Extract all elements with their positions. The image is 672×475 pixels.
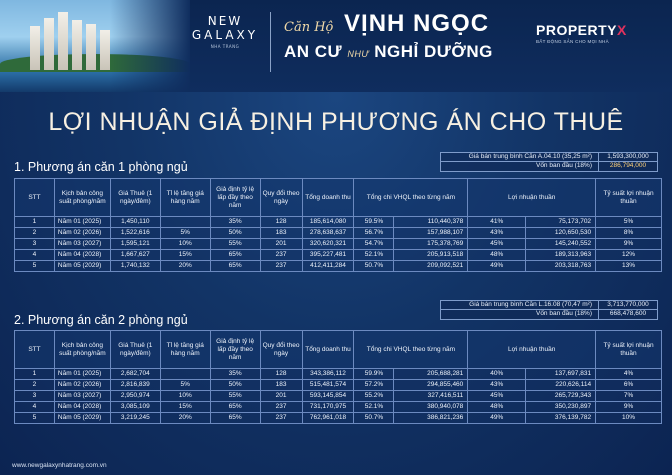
cell-opex: 205,913,518 bbox=[394, 250, 468, 261]
cell-revenue: 395,227,481 bbox=[302, 250, 354, 261]
col-header-scenario: Kịch bản công suất phòng/năm bbox=[54, 179, 110, 217]
cell-rent: 1,740,132 bbox=[110, 261, 160, 272]
table-row bbox=[15, 402, 662, 413]
cell-opex-pct: 57.2% bbox=[354, 380, 394, 391]
cell-stt: 2 bbox=[15, 228, 55, 239]
cell-year: Năm 04 (2028) bbox=[54, 250, 110, 261]
cell-growth: 15% bbox=[160, 250, 210, 261]
cell-opex: 380,940,078 bbox=[394, 402, 468, 413]
propertyx-logo bbox=[536, 22, 627, 44]
cell-growth: 20% bbox=[160, 261, 210, 272]
table-row bbox=[15, 228, 662, 239]
cell-yield: 12% bbox=[596, 250, 662, 261]
website-link[interactable]: www.newgalaxynhatrang.com.vn bbox=[12, 462, 107, 469]
cell-year: Năm 03 (2027) bbox=[54, 239, 110, 250]
col-header-occupancy: Giả định tỷ lệ lấp đầy theo năm bbox=[210, 179, 260, 217]
cell-opex-pct: 50.7% bbox=[354, 261, 394, 272]
cell-opex-pct: 59.9% bbox=[354, 369, 394, 380]
info-label: Giá bán trung bình Căn L.16.08 (70,47 m²) bbox=[441, 301, 599, 309]
info-label: Vốn ban đầu (18%) bbox=[441, 162, 599, 171]
cell-yield: 10% bbox=[596, 413, 662, 424]
cell-rent: 1,522,616 bbox=[110, 228, 160, 239]
table-row bbox=[15, 369, 662, 380]
page-title: LỢI NHUẬN GIẢ ĐỊNH PHƯƠNG ÁN CHO THUÊ bbox=[48, 108, 624, 136]
cell-stt: 2 bbox=[15, 380, 55, 391]
cell-profit: 75,173,702 bbox=[526, 217, 596, 228]
col-header-rent: Giá Thuê (1 ngày/đêm) bbox=[110, 331, 160, 369]
table-row bbox=[15, 217, 662, 228]
cell-days: 201 bbox=[260, 239, 302, 250]
cell-rent: 2,682,704 bbox=[110, 369, 160, 380]
cell-profit: 220,626,114 bbox=[526, 380, 596, 391]
cell-profit: 350,230,897 bbox=[526, 402, 596, 413]
cell-revenue: 593,145,854 bbox=[302, 391, 354, 402]
cell-growth: 5% bbox=[160, 380, 210, 391]
cell-growth: 10% bbox=[160, 391, 210, 402]
cell-days: 128 bbox=[260, 369, 302, 380]
cell-stt: 3 bbox=[15, 391, 55, 402]
cell-revenue: 412,411,284 bbox=[302, 261, 354, 272]
table-row bbox=[15, 391, 662, 402]
cell-occupancy: 50% bbox=[210, 228, 260, 239]
cell-yield: 8% bbox=[596, 228, 662, 239]
cell-occupancy: 55% bbox=[210, 239, 260, 250]
cell-opex-pct: 55.2% bbox=[354, 391, 394, 402]
cell-year: Năm 04 (2028) bbox=[54, 402, 110, 413]
info-value: 668,478,600 bbox=[609, 310, 647, 317]
section1-info-box bbox=[440, 152, 658, 172]
cell-occupancy: 65% bbox=[210, 250, 260, 261]
info-label: Giá bán trung bình Căn A.04.10 (35,25 m²) bbox=[441, 153, 599, 161]
cell-occupancy: 35% bbox=[210, 369, 260, 380]
brand-x: X bbox=[617, 22, 627, 38]
cell-opex-pct: 52.1% bbox=[354, 402, 394, 413]
tower-shape bbox=[100, 30, 110, 70]
project-title bbox=[284, 10, 493, 62]
cell-year: Năm 05 (2029) bbox=[54, 261, 110, 272]
cell-yield: 4% bbox=[596, 369, 662, 380]
cell-profit-pct: 43% bbox=[468, 228, 526, 239]
col-header-rent: Giá Thuê (1 ngày/đêm) bbox=[110, 179, 160, 217]
cell-revenue: 320,620,321 bbox=[302, 239, 354, 250]
cell-growth: 20% bbox=[160, 413, 210, 424]
col-header-profit: Lợi nhuận thuần bbox=[468, 331, 596, 369]
logo-line2: GALAXY bbox=[191, 28, 259, 42]
cell-days: 237 bbox=[260, 261, 302, 272]
cell-opex-pct: 59.5% bbox=[354, 217, 394, 228]
col-header-revenue: Tổng doanh thu bbox=[302, 331, 354, 369]
cell-yield: 9% bbox=[596, 402, 662, 413]
col-header-growth: Tỉ lệ tăng giá hàng năm bbox=[160, 331, 210, 369]
col-header-occupancy: Giả định tỷ lệ lấp đầy theo năm bbox=[210, 331, 260, 369]
cell-rent: 1,595,121 bbox=[110, 239, 160, 250]
col-header-scenario: Kịch bản công suất phòng/năm bbox=[54, 331, 110, 369]
info-value: 1,593,300,000 bbox=[607, 153, 649, 160]
cell-stt: 4 bbox=[15, 402, 55, 413]
cell-profit: 137,697,831 bbox=[526, 369, 596, 380]
table-row bbox=[15, 413, 662, 424]
cell-stt: 4 bbox=[15, 250, 55, 261]
table-row bbox=[15, 239, 662, 250]
tower-shape bbox=[86, 24, 96, 70]
col-header-opex: Tổng chi VHQL theo từng năm bbox=[354, 331, 468, 369]
cell-rent: 3,085,109 bbox=[110, 402, 160, 413]
cell-opex: 294,855,460 bbox=[394, 380, 468, 391]
cell-occupancy: 55% bbox=[210, 391, 260, 402]
section1-table bbox=[14, 178, 662, 272]
header-banner bbox=[0, 0, 672, 92]
cell-opex-pct: 54.7% bbox=[354, 239, 394, 250]
subtitle-left: AN CƯ bbox=[284, 42, 343, 61]
cell-opex: 327,416,511 bbox=[394, 391, 468, 402]
cell-days: 237 bbox=[260, 402, 302, 413]
cell-stt: 1 bbox=[15, 217, 55, 228]
info-value: 3,713,770,000 bbox=[607, 301, 649, 308]
col-header-profit: Lợi nhuận thuần bbox=[468, 179, 596, 217]
header-divider bbox=[270, 12, 271, 72]
title-script: Căn Hộ bbox=[284, 20, 334, 35]
cell-growth: 5% bbox=[160, 228, 210, 239]
logo-line1: NEW bbox=[207, 14, 243, 28]
section1-rows bbox=[15, 217, 662, 272]
cell-days: 237 bbox=[260, 413, 302, 424]
cell-profit-pct: 49% bbox=[468, 413, 526, 424]
cell-year: Năm 03 (2027) bbox=[54, 391, 110, 402]
cell-profit-pct: 45% bbox=[468, 391, 526, 402]
col-header-revenue: Tổng doanh thu bbox=[302, 179, 354, 217]
cell-profit: 265,729,343 bbox=[526, 391, 596, 402]
cell-profit: 203,318,763 bbox=[526, 261, 596, 272]
table-row bbox=[15, 380, 662, 391]
cell-occupancy: 65% bbox=[210, 261, 260, 272]
cell-opex: 175,378,769 bbox=[394, 239, 468, 250]
cell-revenue: 278,638,637 bbox=[302, 228, 354, 239]
cell-days: 128 bbox=[260, 217, 302, 228]
cell-occupancy: 65% bbox=[210, 402, 260, 413]
cell-opex-pct: 50.7% bbox=[354, 413, 394, 424]
cell-rent: 3,219,245 bbox=[110, 413, 160, 424]
cell-year: Năm 02 (2026) bbox=[54, 380, 110, 391]
tower-shape bbox=[72, 20, 82, 70]
cell-occupancy: 35% bbox=[210, 217, 260, 228]
cell-occupancy: 65% bbox=[210, 413, 260, 424]
project-photo bbox=[0, 0, 190, 92]
section2-info-box bbox=[440, 300, 658, 320]
cell-yield: 5% bbox=[596, 217, 662, 228]
cell-revenue: 185,614,080 bbox=[302, 217, 354, 228]
cell-stt: 5 bbox=[15, 261, 55, 272]
tower-shape bbox=[30, 26, 40, 70]
cell-opex: 205,688,281 bbox=[394, 369, 468, 380]
tower-shape bbox=[44, 18, 54, 70]
cell-stt: 3 bbox=[15, 239, 55, 250]
cell-revenue: 343,386,112 bbox=[302, 369, 354, 380]
cell-opex-pct: 56.7% bbox=[354, 228, 394, 239]
cell-profit-pct: 41% bbox=[468, 217, 526, 228]
section2-title: 2. Phương án căn 2 phòng ngủ bbox=[14, 313, 188, 327]
cell-opex: 157,988,107 bbox=[394, 228, 468, 239]
cell-revenue: 515,481,574 bbox=[302, 380, 354, 391]
col-header-yield: Tỷ suất lợi nhuận thuần bbox=[596, 179, 662, 217]
col-header-days: Quy đổi theo ngày bbox=[260, 179, 302, 217]
cell-yield: 7% bbox=[596, 391, 662, 402]
cell-days: 183 bbox=[260, 228, 302, 239]
cell-opex-pct: 52.1% bbox=[354, 250, 394, 261]
cell-profit: 376,139,782 bbox=[526, 413, 596, 424]
cell-days: 201 bbox=[260, 391, 302, 402]
cell-year: Năm 02 (2026) bbox=[54, 228, 110, 239]
subtitle-small: NHƯ bbox=[347, 49, 370, 59]
cell-rent: 1,450,110 bbox=[110, 217, 160, 228]
cell-rent: 2,816,839 bbox=[110, 380, 160, 391]
tower-shape bbox=[58, 12, 68, 70]
section1-title: 1. Phương án căn 1 phòng ngủ bbox=[14, 160, 188, 174]
cell-revenue: 762,961,018 bbox=[302, 413, 354, 424]
title-main: VỊNH NGỌC bbox=[344, 10, 490, 37]
col-header-growth: Tỉ lệ tăng giá hàng năm bbox=[160, 179, 210, 217]
logo-line3: NHA TRANG bbox=[210, 44, 240, 49]
col-header-opex: Tổng chi VHQL theo từng năm bbox=[354, 179, 468, 217]
col-header-days: Quy đổi theo ngày bbox=[260, 331, 302, 369]
brand-name: PROPERTY bbox=[536, 22, 618, 38]
cell-days: 183 bbox=[260, 380, 302, 391]
info-label: Vốn ban đầu (18%) bbox=[441, 310, 599, 319]
cell-profit-pct: 45% bbox=[468, 239, 526, 250]
cell-stt: 1 bbox=[15, 369, 55, 380]
section2-table bbox=[14, 330, 662, 424]
col-header-stt: STT bbox=[15, 331, 55, 369]
cell-stt: 5 bbox=[15, 413, 55, 424]
cell-profit: 189,313,963 bbox=[526, 250, 596, 261]
cell-opex: 209,092,521 bbox=[394, 261, 468, 272]
cell-profit-pct: 49% bbox=[468, 261, 526, 272]
new-galaxy-logo bbox=[190, 14, 260, 49]
cell-yield: 9% bbox=[596, 239, 662, 250]
cell-year: Năm 01 (2025) bbox=[54, 217, 110, 228]
cell-days: 237 bbox=[260, 250, 302, 261]
cell-opex: 110,440,378 bbox=[394, 217, 468, 228]
cell-yield: 13% bbox=[596, 261, 662, 272]
cell-profit: 145,240,552 bbox=[526, 239, 596, 250]
photo-fade bbox=[110, 0, 190, 92]
cell-profit-pct: 48% bbox=[468, 250, 526, 261]
cell-profit-pct: 40% bbox=[468, 369, 526, 380]
cell-yield: 6% bbox=[596, 380, 662, 391]
cell-growth bbox=[160, 217, 210, 228]
cell-profit-pct: 48% bbox=[468, 402, 526, 413]
table-row bbox=[15, 250, 662, 261]
cell-rent: 1,667,627 bbox=[110, 250, 160, 261]
cell-occupancy: 50% bbox=[210, 380, 260, 391]
cell-profit-pct: 43% bbox=[468, 380, 526, 391]
col-header-stt: STT bbox=[15, 179, 55, 217]
cell-growth: 10% bbox=[160, 239, 210, 250]
cell-revenue: 731,170,975 bbox=[302, 402, 354, 413]
section2-rows bbox=[15, 369, 662, 424]
cell-growth: 15% bbox=[160, 402, 210, 413]
col-header-yield: Tỷ suất lợi nhuận thuần bbox=[596, 331, 662, 369]
table-row bbox=[15, 261, 662, 272]
cell-year: Năm 01 (2025) bbox=[54, 369, 110, 380]
cell-year: Năm 05 (2029) bbox=[54, 413, 110, 424]
cell-growth bbox=[160, 369, 210, 380]
cell-opex: 386,821,236 bbox=[394, 413, 468, 424]
brand-tagline: BẤT ĐỘNG SẢN CHO MỌI NHÀ bbox=[536, 39, 609, 44]
cell-profit: 120,650,530 bbox=[526, 228, 596, 239]
subtitle-right: NGHỈ DƯỠNG bbox=[374, 42, 493, 61]
info-value: 286,794,000 bbox=[609, 162, 647, 169]
cell-rent: 2,950,974 bbox=[110, 391, 160, 402]
